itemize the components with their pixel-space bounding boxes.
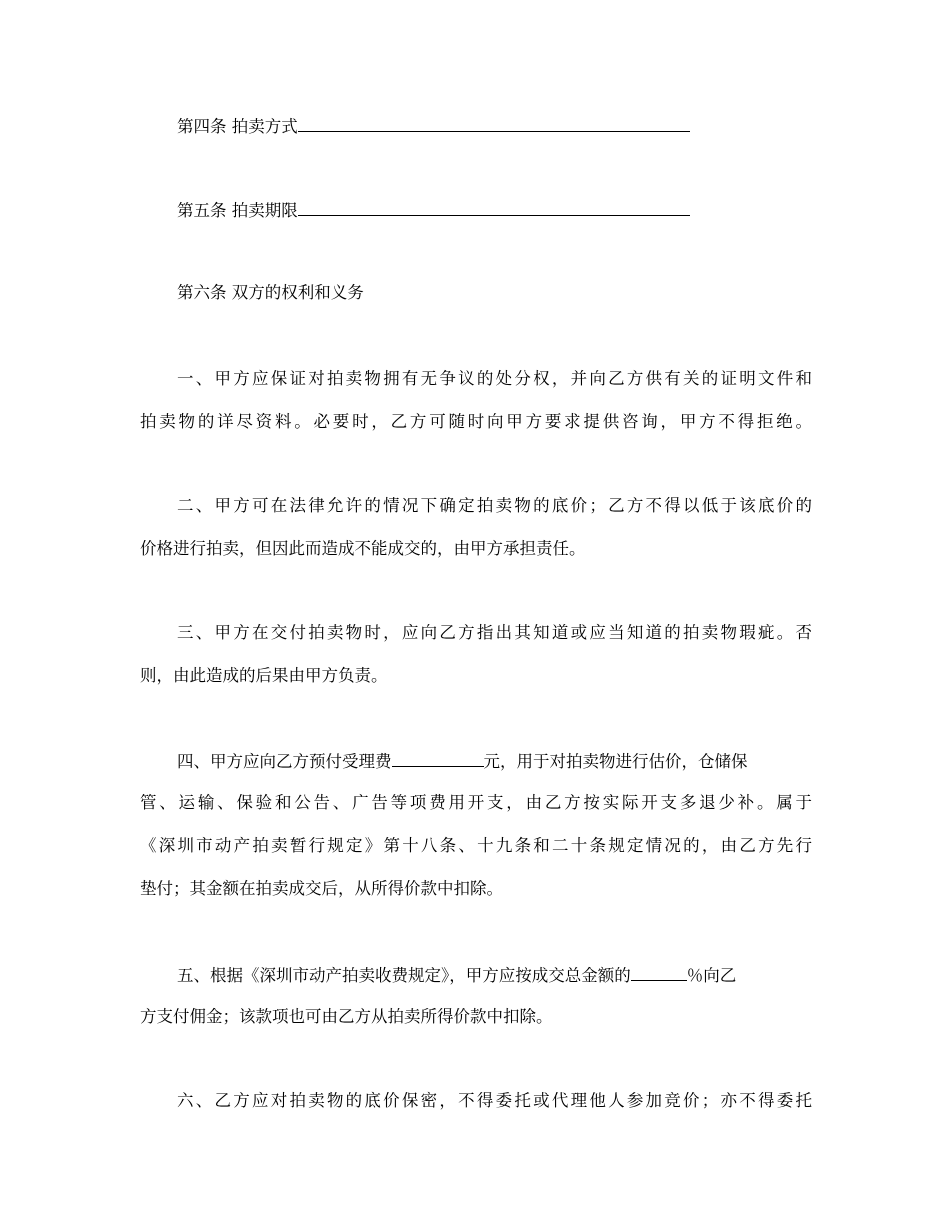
clause-2-line-2: 价格进行拍卖，但因此而造成不能成交的，由甲方承担责任。 — [140, 539, 586, 558]
auction-period-blank — [298, 197, 690, 216]
clause-5-line-1 — [177, 962, 736, 986]
clause-3-line-1: 三、甲方在交付拍卖物时，应向乙方指出其知道或应当知道的拍卖物瑕疵。否 — [177, 623, 812, 642]
clause-4-line-3: 《深圳市动产拍卖暂行规定》第十八条、十九条和二十条规定情况的，由乙方先行 — [140, 836, 812, 855]
clause-1-line-2: 拍卖物的详尽资料。必要时，乙方可随时向甲方要求提供咨询，甲方不得拒绝。 — [140, 412, 812, 431]
commission-rate-blank — [631, 962, 687, 981]
clause-4-line-1 — [177, 748, 748, 772]
clause-4-text-b: 元，用于对拍卖物进行估价，仓储保 — [483, 752, 748, 771]
clause-4-line-4: 垫付；其金额在拍卖成交后，从所得价款中扣除。 — [140, 879, 503, 898]
clause-6-line-1: 六、乙方应对拍卖物的底价保密，不得委托或代理他人参加竞价；亦不得委托 — [177, 1091, 812, 1110]
clause-3-line-2: 则，由此造成的后果由甲方负责。 — [140, 666, 388, 685]
clause-2-line-1: 二、甲方可在法律允许的情况下确定拍卖物的底价；乙方不得以低于该底价的 — [177, 496, 812, 515]
clause-4-text-a: 四、甲方应向乙方预付受理费 — [177, 752, 392, 771]
fee-amount-blank — [392, 748, 484, 767]
article-4-text: 第四条 拍卖方式 — [177, 117, 298, 136]
article-6-heading: 第六条 双方的权利和义务 — [177, 283, 364, 302]
clause-5-text-b: ％向乙 — [686, 966, 737, 985]
clause-5-line-2: 方支付佣金；该款项也可由乙方从拍卖所得价款中扣除。 — [140, 1007, 553, 1026]
article-4-line — [177, 113, 690, 137]
article-5-line — [177, 197, 690, 221]
clause-1-line-1: 一、甲方应保证对拍卖物拥有无争议的处分权，并向乙方供有关的证明文件和 — [177, 369, 812, 388]
auction-method-blank — [298, 113, 690, 132]
clause-5-text-a: 五、根据《深圳市动产拍卖收费规定》，甲方应按成交总金额的 — [177, 966, 631, 985]
clause-4-line-2: 管、运输、保验和公告、广告等项费用开支，由乙方按实际开支多退少补。属于 — [140, 793, 812, 812]
article-5-text: 第五条 拍卖期限 — [177, 201, 298, 220]
